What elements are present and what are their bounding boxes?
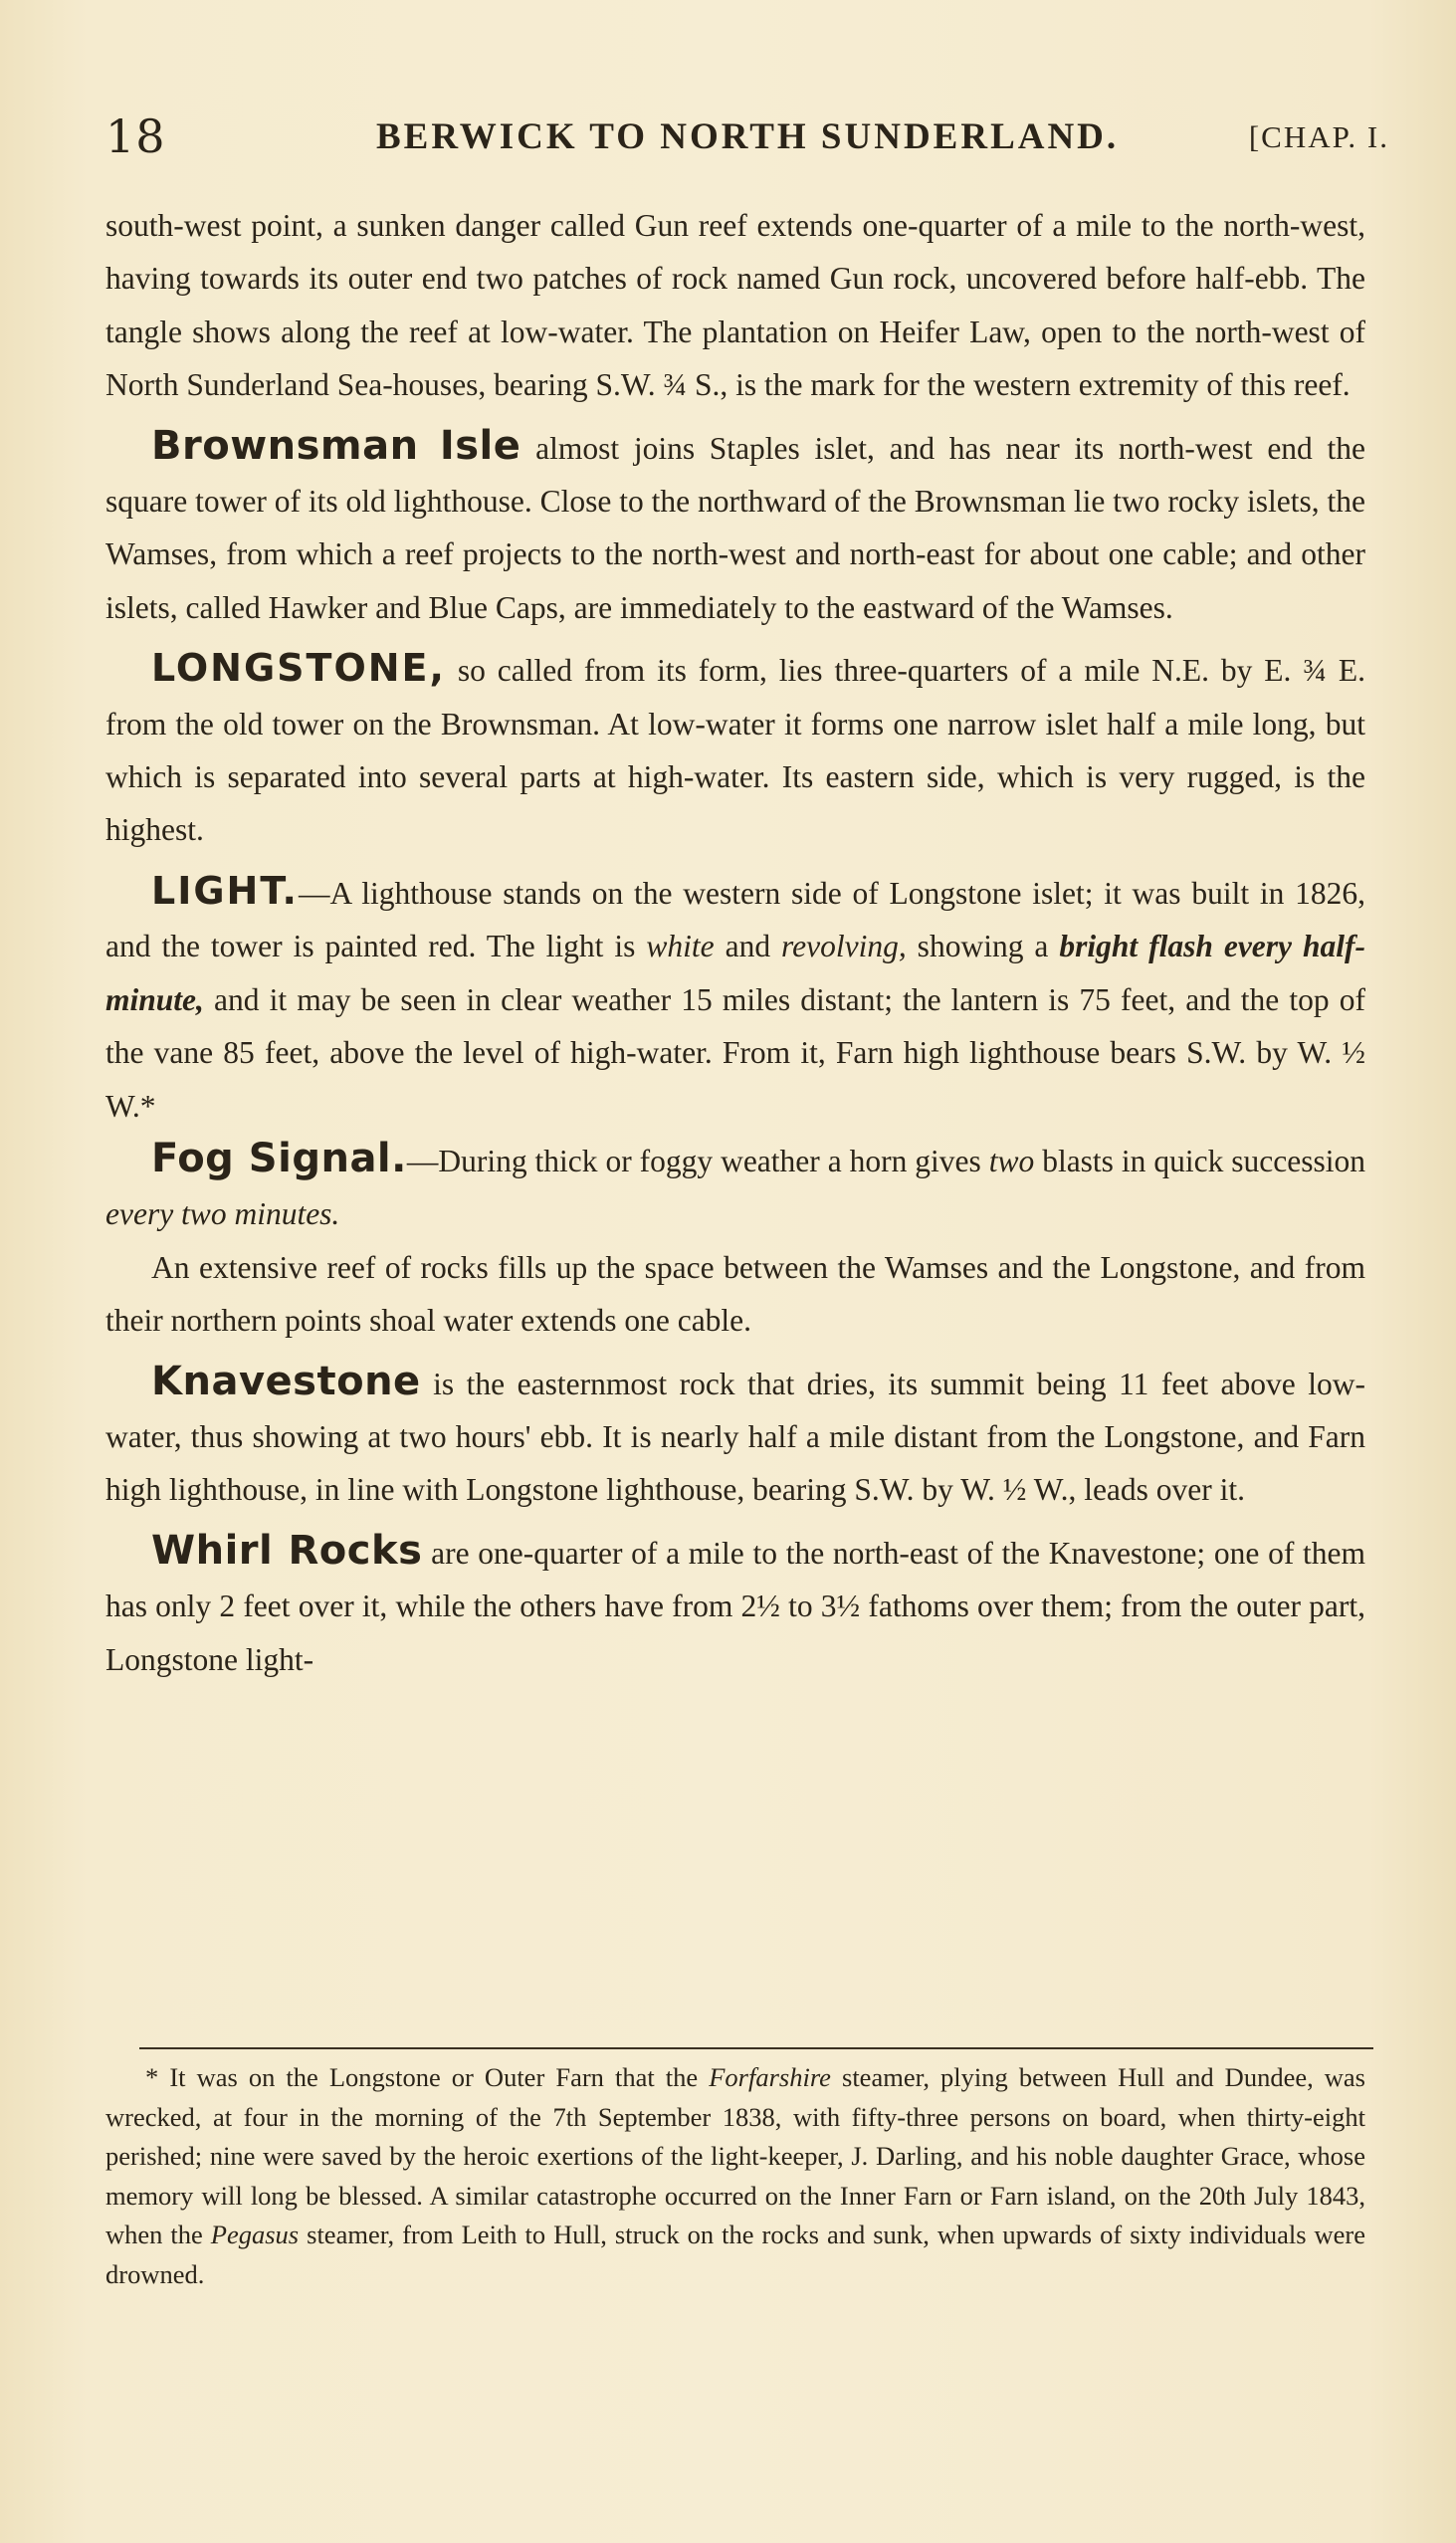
paragraph-longstone: LONGSTONE, so called from its form, lies three-quarters of a mile N.E. by E. ¾ E. from the old tower on the Brownsman. At low-water it forms one narrow islet half a mile long, but which is separated into several parts at high-water. Its eastern side, which is very rugged, is the highest. bbox=[105, 646, 1365, 848]
paragraph-extensive-reef: An extensive reef of rocks fills up the space between the Wamses and the Longstone, and from their northern points shoal water extends one cable. bbox=[105, 1249, 1365, 1339]
page-header bbox=[105, 109, 1389, 169]
section-heading-light: LIGHT. bbox=[151, 868, 299, 913]
section-heading-fog-signal: Fog Signal. bbox=[151, 1135, 407, 1181]
paragraph-gun-reef: south-west point, a sunken danger called Gun reef extends one-quarter of a mile to the north-west, having towards its outer end two patches of rock named Gun rock, uncovered before half-ebb. The tangle shows along the reef at low-water. The plantation on Heifer Law, open to the north-west of North Sunderland Sea-houses, bearing S.W. ¾ S., is the mark for the western extremity of this reef. bbox=[105, 208, 1365, 403]
paragraph-whirl-rocks: Whirl Rocks are one-quarter of a mile to the north-east of the Knavestone; one of them has only 2 feet over it, while the others have from 2½ to 3½ fathoms over them; from the outer part, Longstone light- bbox=[105, 1527, 1365, 1677]
footnote bbox=[105, 2058, 1365, 2294]
body-text bbox=[105, 199, 1365, 1686]
running-title: BERWICK TO NORTH SUNDERLAND. bbox=[376, 116, 1120, 157]
paragraph-knavestone: Knavestone is the easternmost rock that dries, its summit being 11 feet above low-water, thus showing at two hours' ebb. It is nearly half a mile distant from the Longstone, and Farn high lighthouse, in line with Longstone lighthouse, bearing S.W. by W. ½ W., leads over it. bbox=[105, 1358, 1365, 1508]
section-heading-whirl-rocks: Whirl Rocks bbox=[151, 1527, 423, 1574]
section-heading-brownsman-isle: Brownsman Isle bbox=[151, 422, 521, 469]
paragraph-brownsman-isle: Brownsman Isle almost joins Staples islet, and has near its north-west end the square tower of its old lighthouse. Close to the northward of the Brownsman lie two rocky islets, the Wamses, from which a reef projects to the north-west and north-east for about one cable; and other islets, called Hawker and Blue Caps, are immediately to the eastward of the Wamses. bbox=[105, 422, 1365, 625]
paragraph-fog-signal: Fog Signal.—During thick or foggy weather a horn gives two blasts in quick succession every two minutes. bbox=[105, 1135, 1365, 1232]
section-heading-knavestone: Knavestone bbox=[151, 1358, 421, 1404]
chapter-reference: [CHAP. I. bbox=[1248, 119, 1389, 154]
paragraph-light: LIGHT.—A lighthouse stands on the western side of Longstone islet; it was built in 1826, and the tower is painted red. The light is white and revolving, showing a bright flash every half-minute, and it may be seen in clear weather 15 miles distant; the lantern is 75 feet, and the top of the vane 85 feet, above the level of high-water. From it, Farn high lighthouse bears S.W. by W. ½ W.* bbox=[105, 868, 1365, 1124]
footnote-text: * It was on the Longstone or Outer Farn that the Forfarshire steamer, plying between Hull and Dundee, was wrecked, at four in the morning of the 7th September 1838, with fifty-three persons on board, when thirty-eight perished; nine were saved by the heroic exertions of the light-keeper, J. Darling, and his noble daughter Grace, whose memory will long be blessed. A similar catastrophe occurred on the Inner Farn or Farn island, on the 20th July 1843, when the Pegasus steamer, from Leith to Hull, struck on the rocks and sunk, when upwards of sixty individuals were drowned. bbox=[105, 2062, 1366, 2289]
footnote-divider bbox=[139, 2047, 1373, 2049]
section-heading-longstone: LONGSTONE, bbox=[151, 646, 446, 691]
page-number: 18 bbox=[105, 109, 166, 163]
